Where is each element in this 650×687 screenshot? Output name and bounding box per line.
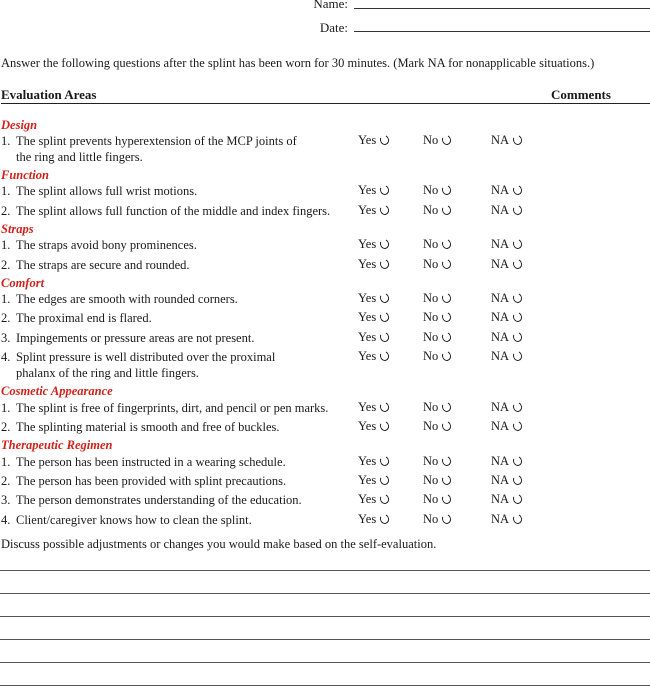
no-label: No — [423, 400, 439, 414]
evaluation-item — [1, 203, 356, 219]
radio-circle-icon[interactable] — [512, 455, 524, 467]
yes-option[interactable] — [358, 454, 389, 469]
radio-circle-icon[interactable] — [441, 258, 453, 270]
item-text: The splinting material is smooth and free of buckles. — [16, 420, 280, 434]
evaluation-item — [1, 473, 356, 489]
item-number: 3. — [1, 493, 11, 507]
no-label: No — [423, 203, 439, 217]
name-field[interactable] — [354, 8, 650, 9]
yes-label: Yes — [358, 454, 377, 468]
date-row — [0, 18, 650, 34]
radio-circle-icon[interactable] — [512, 493, 524, 505]
item-text: The splint is free of fingerprints, dirt, and pencil or pen marks. — [16, 401, 329, 415]
yes-option[interactable] — [358, 492, 389, 507]
item-number: 3. — [1, 331, 11, 345]
radio-circle-icon[interactable] — [441, 238, 453, 250]
no-label: No — [423, 291, 439, 305]
yes-option[interactable] — [358, 512, 389, 527]
item-text: Impingements or pressure areas are not present. — [16, 331, 255, 345]
item-number: 1. — [1, 238, 11, 252]
yes-option[interactable] — [358, 183, 389, 198]
radio-circle-icon[interactable] — [441, 292, 453, 304]
evaluation-item — [1, 400, 356, 416]
evaluation-item — [1, 133, 356, 165]
item-text: The proximal end is flared. — [16, 311, 152, 325]
writing-line[interactable] — [0, 639, 650, 640]
date-label: Date: — [319, 20, 348, 35]
item-number: 4. — [1, 513, 11, 527]
na-label: NA — [491, 183, 510, 197]
na-label: NA — [491, 492, 510, 506]
radio-circle-icon[interactable] — [441, 184, 453, 196]
writing-line[interactable] — [0, 570, 650, 571]
evaluation-item — [1, 330, 356, 346]
radio-circle-icon[interactable] — [441, 350, 453, 362]
item-text: The edges are smooth with rounded corners. — [16, 292, 238, 306]
no-label: No — [423, 330, 439, 344]
evaluation-item — [1, 183, 356, 199]
item-text: The straps are secure and rounded. — [16, 258, 190, 272]
no-option[interactable] — [423, 310, 451, 325]
no-option[interactable] — [423, 257, 451, 272]
no-option[interactable] — [423, 473, 451, 488]
na-option[interactable] — [491, 454, 522, 469]
na-label: NA — [491, 400, 510, 414]
item-number: 1. — [1, 401, 11, 415]
radio-circle-icon[interactable] — [512, 474, 524, 486]
no-label: No — [423, 257, 439, 271]
na-label: NA — [491, 310, 510, 324]
yes-option[interactable] — [358, 349, 389, 364]
item-number: 2. — [1, 420, 11, 434]
evaluation-item — [1, 257, 356, 273]
radio-circle-icon[interactable] — [441, 493, 453, 505]
item-text: Splint pressure is well distributed over the proximal — [16, 350, 276, 364]
evaluation-item — [1, 512, 356, 528]
item-number: 2. — [1, 204, 11, 218]
radio-circle-icon[interactable] — [512, 238, 524, 250]
na-option[interactable] — [491, 237, 522, 252]
item-text-continued: the ring and little fingers. — [16, 150, 143, 164]
radio-circle-icon[interactable] — [441, 474, 453, 486]
na-option[interactable] — [491, 291, 522, 306]
radio-circle-icon[interactable] — [379, 420, 391, 432]
yes-label: Yes — [358, 419, 377, 433]
item-number: 2. — [1, 474, 11, 488]
no-label: No — [423, 473, 439, 487]
item-text: The splint allows full function of the middle and index fingers. — [16, 204, 331, 218]
radio-circle-icon[interactable] — [441, 420, 453, 432]
evaluation-item — [1, 237, 356, 253]
yes-option[interactable] — [358, 419, 389, 434]
yes-label: Yes — [358, 237, 377, 251]
radio-circle-icon[interactable] — [379, 331, 391, 343]
na-option[interactable] — [491, 400, 522, 415]
item-number: 4. — [1, 350, 11, 364]
na-option[interactable] — [491, 492, 522, 507]
no-option[interactable] — [423, 330, 451, 345]
no-option[interactable] — [423, 492, 451, 507]
yes-label: Yes — [358, 349, 377, 363]
no-option[interactable] — [423, 454, 451, 469]
item-text: The person has been instructed in a wearing schedule. — [16, 455, 286, 469]
evaluation-item — [1, 454, 356, 470]
item-text: Client/caregiver knows how to clean the splint. — [16, 513, 252, 527]
yes-option[interactable] — [358, 310, 389, 325]
yes-label: Yes — [358, 400, 377, 414]
no-label: No — [423, 349, 439, 363]
radio-circle-icon[interactable] — [379, 292, 391, 304]
no-option[interactable] — [423, 400, 451, 415]
no-label: No — [423, 133, 439, 147]
yes-label: Yes — [358, 330, 377, 344]
na-option[interactable] — [491, 203, 522, 218]
radio-circle-icon[interactable] — [379, 350, 391, 362]
no-option[interactable] — [423, 183, 451, 198]
yes-option[interactable] — [358, 257, 389, 272]
item-text: The straps avoid bony prominences. — [16, 238, 197, 252]
na-label: NA — [491, 257, 510, 271]
yes-label: Yes — [358, 257, 377, 271]
radio-circle-icon[interactable] — [441, 401, 453, 413]
instructions: Answer the following questions after the splint has been worn for 30 minutes. (Mark NA for nonapplicable situations.) — [1, 56, 595, 70]
section-title: Cosmetic Appearance — [1, 384, 113, 398]
item-number: 1. — [1, 184, 11, 198]
radio-circle-icon[interactable] — [441, 331, 453, 343]
evaluation-item — [1, 291, 356, 307]
writing-line[interactable] — [0, 616, 650, 617]
radio-circle-icon[interactable] — [379, 258, 391, 270]
radio-circle-icon[interactable] — [441, 204, 453, 216]
radio-circle-icon[interactable] — [512, 184, 524, 196]
writing-line[interactable] — [0, 662, 650, 663]
na-option[interactable] — [491, 349, 522, 364]
item-text-continued: phalanx of the ring and little fingers. — [16, 366, 199, 380]
na-label: NA — [491, 203, 510, 217]
yes-option[interactable] — [358, 473, 389, 488]
yes-option[interactable] — [358, 291, 389, 306]
item-number: 2. — [1, 258, 11, 272]
no-label: No — [423, 310, 439, 324]
section-title: Straps — [1, 222, 34, 236]
radio-circle-icon[interactable] — [512, 292, 524, 304]
item-number: 1. — [1, 455, 11, 469]
radio-circle-icon[interactable] — [379, 401, 391, 413]
yes-label: Yes — [358, 310, 377, 324]
no-option[interactable] — [423, 419, 451, 434]
yes-option[interactable] — [358, 330, 389, 345]
yes-label: Yes — [358, 203, 377, 217]
item-text: The splint allows full wrist motions. — [16, 184, 198, 198]
section-title: Therapeutic Regimen — [1, 438, 113, 452]
evaluation-item — [1, 492, 356, 508]
radio-circle-icon[interactable] — [379, 513, 391, 525]
comments-header: Comments — [551, 87, 611, 102]
section-title: Design — [1, 118, 38, 132]
no-option[interactable] — [423, 291, 451, 306]
radio-circle-icon[interactable] — [379, 455, 391, 467]
no-label: No — [423, 419, 439, 433]
na-label: NA — [491, 133, 510, 147]
radio-circle-icon[interactable] — [379, 493, 391, 505]
date-field[interactable] — [354, 31, 650, 32]
na-label: NA — [491, 512, 510, 526]
yes-label: Yes — [358, 133, 377, 147]
yes-option[interactable] — [358, 400, 389, 415]
na-option[interactable] — [491, 133, 522, 148]
evaluation-item — [1, 310, 356, 326]
no-option[interactable] — [423, 133, 451, 148]
yes-option[interactable] — [358, 133, 389, 148]
item-number: 1. — [1, 292, 11, 306]
radio-circle-icon[interactable] — [512, 401, 524, 413]
radio-circle-icon[interactable] — [379, 134, 391, 146]
no-label: No — [423, 183, 439, 197]
radio-circle-icon[interactable] — [441, 513, 453, 525]
section-title: Comfort — [1, 276, 45, 290]
na-label: NA — [491, 349, 510, 363]
na-label: NA — [491, 454, 510, 468]
radio-circle-icon[interactable] — [512, 311, 524, 323]
radio-circle-icon[interactable] — [379, 474, 391, 486]
na-option[interactable] — [491, 257, 522, 272]
item-text: The person has been provided with splint precautions. — [16, 474, 287, 488]
na-label: NA — [491, 473, 510, 487]
na-option[interactable] — [491, 310, 522, 325]
radio-circle-icon[interactable] — [379, 184, 391, 196]
evaluation-item — [1, 349, 356, 381]
na-option[interactable] — [491, 512, 522, 527]
no-label: No — [423, 237, 439, 251]
yes-label: Yes — [358, 473, 377, 487]
no-label: No — [423, 492, 439, 506]
na-option[interactable] — [491, 419, 522, 434]
na-label: NA — [491, 330, 510, 344]
name-row — [0, 0, 650, 16]
no-label: No — [423, 512, 439, 526]
radio-circle-icon[interactable] — [379, 311, 391, 323]
radio-circle-icon[interactable] — [512, 513, 524, 525]
yes-label: Yes — [358, 512, 377, 526]
name-label: Name: — [313, 0, 348, 11]
yes-option[interactable] — [358, 237, 389, 252]
yes-label: Yes — [358, 492, 377, 506]
radio-circle-icon[interactable] — [512, 204, 524, 216]
na-label: NA — [491, 291, 510, 305]
no-label: No — [423, 454, 439, 468]
yes-label: Yes — [358, 291, 377, 305]
no-option[interactable] — [423, 512, 451, 527]
radio-circle-icon[interactable] — [379, 204, 391, 216]
item-number: 1. — [1, 134, 11, 148]
na-label: NA — [491, 237, 510, 251]
radio-circle-icon[interactable] — [379, 238, 391, 250]
radio-circle-icon[interactable] — [512, 134, 524, 146]
writing-line[interactable] — [0, 593, 650, 594]
radio-circle-icon[interactable] — [512, 420, 524, 432]
radio-circle-icon[interactable] — [512, 350, 524, 362]
section-title: Function — [1, 168, 49, 182]
radio-circle-icon[interactable] — [441, 311, 453, 323]
na-option[interactable] — [491, 330, 522, 345]
yes-option[interactable] — [358, 203, 389, 218]
evaluation-areas-header: Evaluation Areas — [1, 87, 97, 102]
radio-circle-icon[interactable] — [441, 134, 453, 146]
discuss-prompt: Discuss possible adjustments or changes you would make based on the self-evaluation. — [1, 537, 437, 551]
item-number: 2. — [1, 311, 11, 325]
writing-line[interactable] — [0, 685, 650, 686]
radio-circle-icon[interactable] — [441, 455, 453, 467]
item-text: The splint prevents hyperextension of the MCP joints of — [16, 134, 297, 148]
na-label: NA — [491, 419, 510, 433]
column-headers — [1, 87, 650, 104]
na-option[interactable] — [491, 473, 522, 488]
no-option[interactable] — [423, 349, 451, 364]
radio-circle-icon[interactable] — [512, 258, 524, 270]
na-option[interactable] — [491, 183, 522, 198]
no-option[interactable] — [423, 237, 451, 252]
yes-label: Yes — [358, 183, 377, 197]
radio-circle-icon[interactable] — [512, 331, 524, 343]
item-text: The person demonstrates understanding of the education. — [16, 493, 302, 507]
no-option[interactable] — [423, 203, 451, 218]
evaluation-item — [1, 419, 356, 435]
